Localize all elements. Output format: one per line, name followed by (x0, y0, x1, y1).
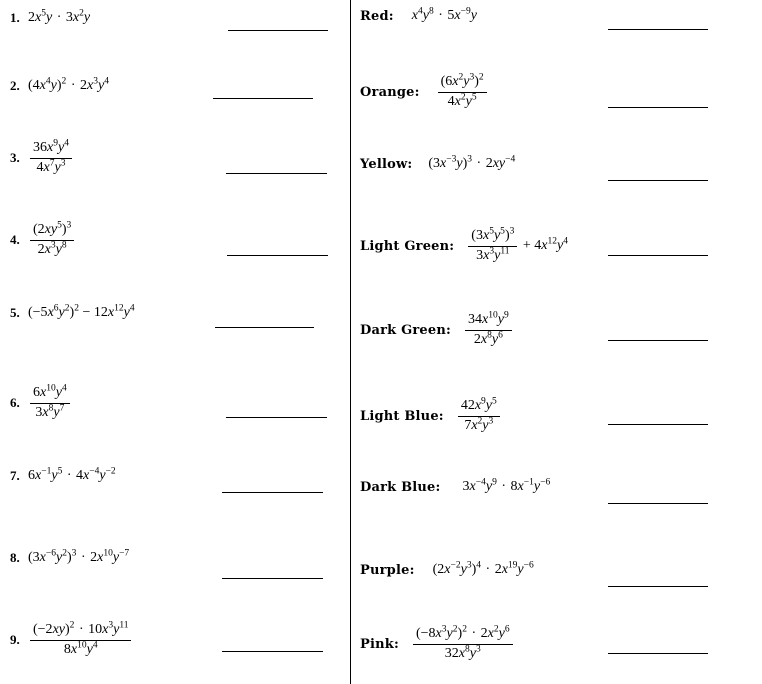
problem-number: 1. (10, 10, 20, 25)
color-label-pink: Pink: (360, 636, 399, 652)
problem-expression: $3x^{-4}y^9 \cdot 8x^{-1}y^{-6}$ (462, 477, 551, 494)
problem-row-dark-green (352, 312, 514, 348)
answer-blank-purple[interactable] (608, 586, 708, 587)
answer-blank-2[interactable] (213, 98, 313, 99)
problem-number: 7. (10, 468, 20, 483)
answer-blank-orange[interactable] (608, 107, 708, 108)
problem-row-light-blue (352, 398, 502, 434)
problem-number: 3. (10, 150, 20, 166)
problem-expression: $\frac{(-8x^3y^2)^2 \cdot 2x^2y^6}{32x^8y^3}$ (399, 626, 515, 662)
problem-expression: $\frac{(-2xy)^2 \cdot 10x^3y^{11}}{8x^{10}y^4}$ (22, 622, 133, 658)
color-label-light-green: Light Green: (360, 238, 455, 254)
answer-blank-9[interactable] (222, 651, 323, 652)
color-label-purple: Purple: (360, 562, 415, 578)
color-label-dark-blue: Dark Blue: (360, 479, 441, 495)
problem-row-orange (352, 74, 489, 110)
color-label-dark-green: Dark Green: (360, 322, 452, 338)
problem-number: 5. (10, 305, 20, 320)
problem-number: 6. (10, 395, 20, 411)
answer-blank-7[interactable] (222, 492, 323, 493)
answer-blank-dark-blue[interactable] (608, 503, 708, 504)
problem-row-yellow (352, 156, 515, 172)
problem-number: 8. (10, 550, 20, 565)
problem-expression: $\frac{42x^9y^5}{7x^2y^3}$ (444, 398, 502, 434)
answer-blank-5[interactable] (215, 327, 314, 328)
color-label-red: Red: (360, 8, 394, 24)
problem-row-3 (0, 140, 74, 176)
problem-expression: $(2x^{-2}y^3)^4 \cdot 2x^{19}y^{-6}$ (432, 560, 534, 577)
answer-blank-yellow[interactable] (608, 180, 708, 181)
problem-expression: $\frac{36x^9y^4}{4x^7y^3}$ (22, 140, 74, 176)
column-divider (350, 0, 351, 684)
problem-row-2 (0, 78, 109, 94)
problem-expression: $\frac{(6x^2y^3)^2}{4x^2y^5}$ (420, 74, 489, 110)
problem-expression: $\frac{6x^{10}y^4}{3x^8y^7}$ (22, 385, 72, 421)
answer-blank-6[interactable] (226, 417, 327, 418)
answer-blank-8[interactable] (222, 578, 323, 579)
problem-row-dark-blue (352, 479, 550, 495)
problem-row-8 (0, 550, 129, 566)
answer-blank-dark-green[interactable] (608, 340, 708, 341)
color-label-light-blue: Light Blue: (360, 408, 444, 424)
problem-expression: $\frac{(3x^5y^5)^3}{3x^3y^{11}}$ + $4x^{12}y^4$ (454, 228, 568, 264)
problem-number: 9. (10, 632, 20, 648)
problem-number: 2. (10, 78, 20, 93)
problem-row-9 (0, 622, 133, 658)
answer-blank-pink[interactable] (608, 653, 708, 654)
problem-row-light-green (352, 228, 568, 264)
color-label-yellow: Yellow: (360, 156, 413, 172)
problem-expression: $2x^5y \cdot 3x^2y$ (28, 8, 91, 25)
answer-blank-4[interactable] (227, 255, 328, 256)
answer-blank-1[interactable] (228, 30, 328, 31)
problem-row-pink (352, 626, 515, 662)
problem-expression: $(3x^{-6}y^2)^3 \cdot 2x^{10}y^{-7}$ (28, 548, 130, 565)
problem-row-4 (0, 222, 76, 258)
problem-expression: $(-5x^6y^2)^2 - 12x^{12}y^4$ (28, 303, 135, 320)
problem-expression: $6x^{-1}y^5 \cdot 4x^{-4}y^{-2}$ (28, 466, 116, 483)
problem-row-6 (0, 385, 72, 421)
problem-row-5 (0, 305, 135, 321)
problem-expression: $x^4y^8 \cdot 5x^{-9}y$ (411, 6, 477, 23)
answer-blank-light-blue[interactable] (608, 424, 708, 425)
color-label-orange: Orange: (360, 84, 420, 100)
problem-expression: $(3x^{-3}y)^3 \cdot 2xy^{-4}$ (428, 154, 516, 171)
problem-expression: $\frac{(2xy^5)^3}{2x^3y^8}$ (22, 222, 76, 258)
problem-row-purple (352, 562, 534, 578)
problem-row-red (352, 8, 477, 24)
answer-blank-3[interactable] (226, 173, 327, 174)
problem-expression: $(4x^4y)^2 \cdot 2x^3y^4$ (28, 76, 109, 93)
problem-expression: $\frac{34x^{10}y^9}{2x^8y^6}$ (451, 312, 514, 348)
answer-blank-red[interactable] (608, 29, 708, 30)
problem-row-7 (0, 468, 116, 484)
problem-row-1 (0, 10, 90, 26)
answer-blank-light-green[interactable] (608, 255, 708, 256)
problem-number: 4. (10, 232, 20, 248)
